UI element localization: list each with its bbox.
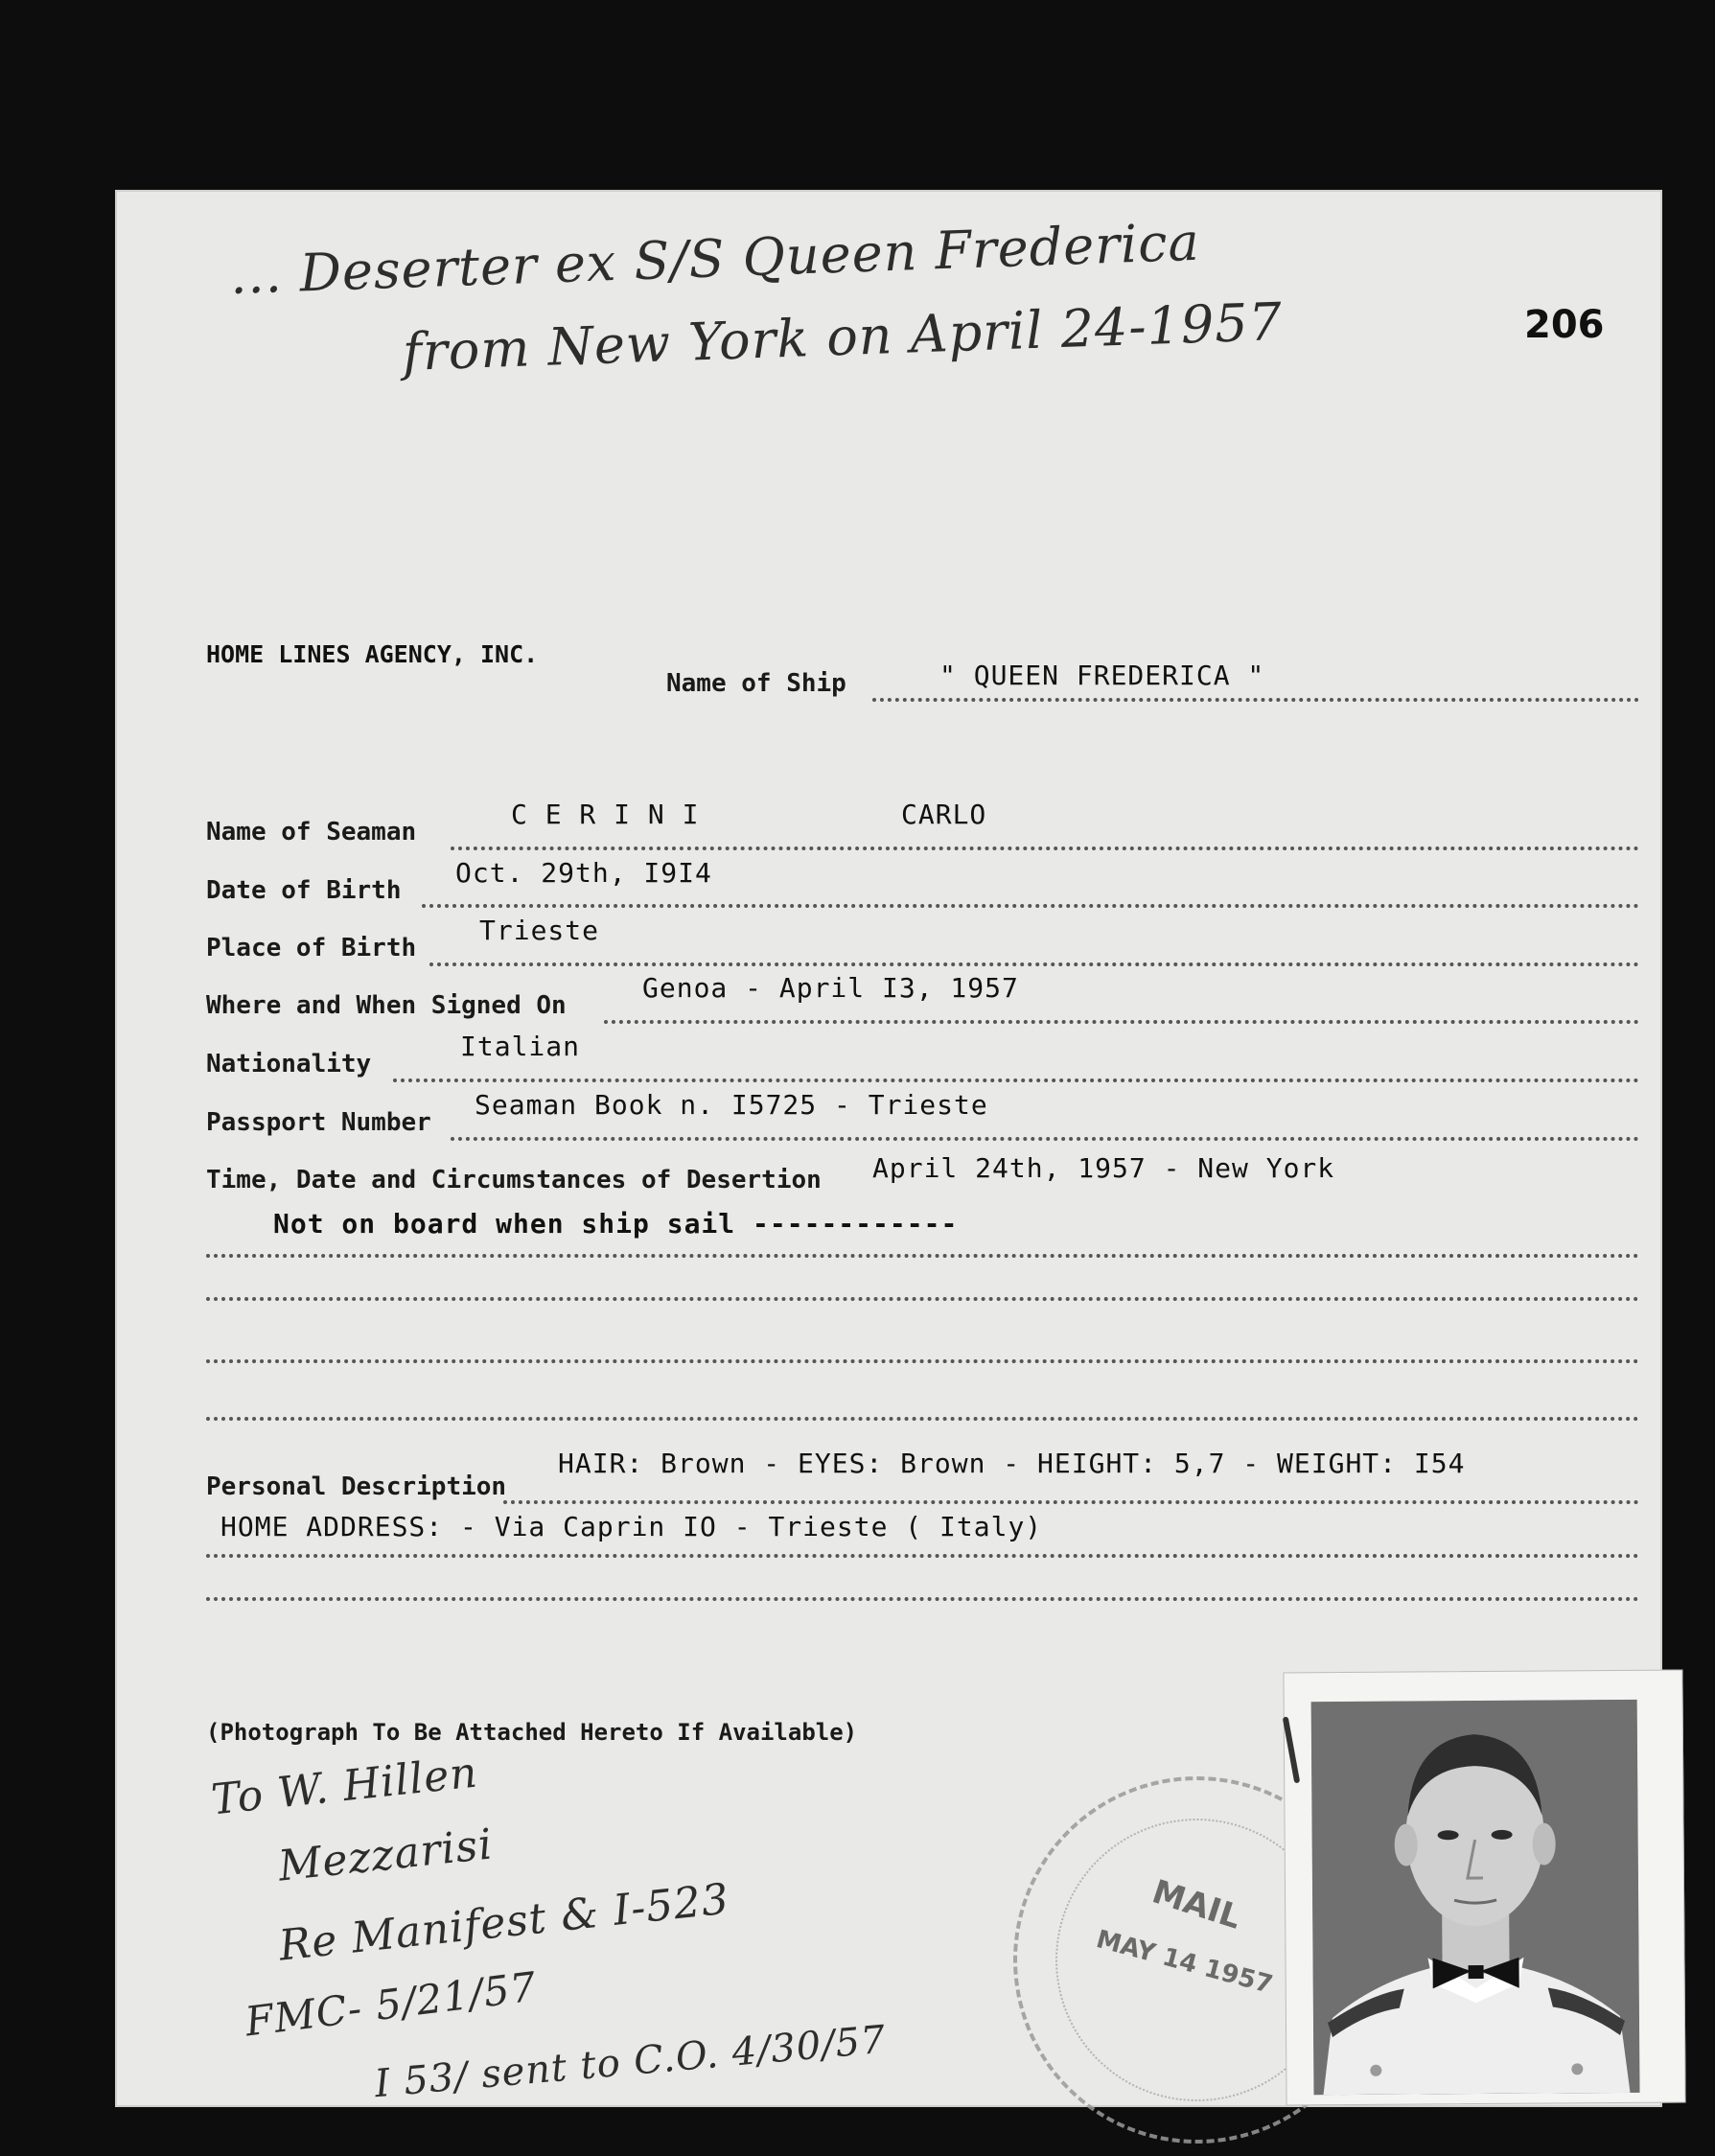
agency-name: HOME LINES AGENCY, INC. [206,640,539,668]
dob-label: Date of Birth [206,876,402,905]
pob-value: Trieste [479,915,600,946]
pob-dotted-line [429,962,1639,966]
ship-value: " QUEEN FREDERICA " [939,660,1265,691]
handwritten-note-sent: I 53/ sent to C.O. 4/30/57 [373,2017,889,2107]
signed-on-label: Where and When Signed On [206,991,567,1020]
personal-label: Personal Description [206,1472,507,1501]
handwritten-note-to: To W. Hillen [209,1748,480,1825]
passport-value: Seaman Book n. I5725 - Trieste [475,1089,988,1121]
handwritten-note-manifest: Re Manifest & I-523 [276,1874,732,1971]
photo-card [1283,1670,1685,2106]
ship-label: Name of Ship [666,669,846,698]
extra-dotted-line [206,1597,1639,1601]
signed-on-dotted-line [604,1020,1639,1024]
seaman-photograph [1311,1700,1640,2095]
desertion-dotted-line-2 [206,1297,1639,1301]
personal-dotted-line [503,1500,1639,1504]
handwritten-note-line1: ... Deserter ex S/S Queen Frederica [228,211,1201,306]
seaman-surname: C E R I N I [511,799,700,830]
ship-dotted-line [872,698,1639,702]
desertion-dotted-line-1 [206,1254,1639,1258]
personal-value: HAIR: Brown - EYES: Brown - HEIGHT: 5,7 - WEIGHT: I54 [558,1448,1466,1479]
handwritten-note-fmc: FMC- 5/21/57 [243,1962,540,2046]
desertion-label: Time, Date and Circumstances of Desertion [206,1166,822,1194]
nationality-value: Italian [460,1031,581,1062]
passport-label: Passport Number [206,1108,431,1137]
dob-dotted-line [422,904,1639,908]
dob-value: Oct. 29th, I9I4 [455,857,712,889]
paper-clip-left [1283,1716,1301,1783]
page-number: 206 [1524,303,1605,347]
seaman-dotted-line [451,846,1639,850]
handwritten-note-line2: from New York on April 24-1957 [401,290,1284,383]
passport-dotted-line [451,1137,1639,1141]
handwritten-note-name: Mezzarisi [275,1820,496,1891]
address-dotted-line [206,1554,1639,1558]
signed-on-value: Genoa - April I3, 1957 [642,972,1019,1004]
stamp-date: MAY 14 1957 [1093,1925,1276,2000]
nationality-label: Nationality [206,1050,372,1078]
photo-instruction: (Photograph To Be Attached Hereto If Available) [206,1719,858,1746]
seaman-given-name: CARLO [901,799,987,830]
desertion-dotted-line-4 [206,1417,1639,1421]
nationality-dotted-line [393,1078,1639,1082]
desertion-detail: Not on board when ship sail ------------ [273,1208,959,1240]
desertion-value: April 24th, 1957 - New York [872,1152,1335,1184]
document-page [115,190,1662,2107]
desertion-dotted-line-3 [206,1359,1639,1363]
stamp-word: MAIL [1147,1872,1246,1937]
home-address: HOME ADDRESS: - Via Caprin IO - Trieste ( Italy) [220,1511,1043,1542]
seaman-label: Name of Seaman [206,818,417,846]
pob-label: Place of Birth [206,934,417,962]
